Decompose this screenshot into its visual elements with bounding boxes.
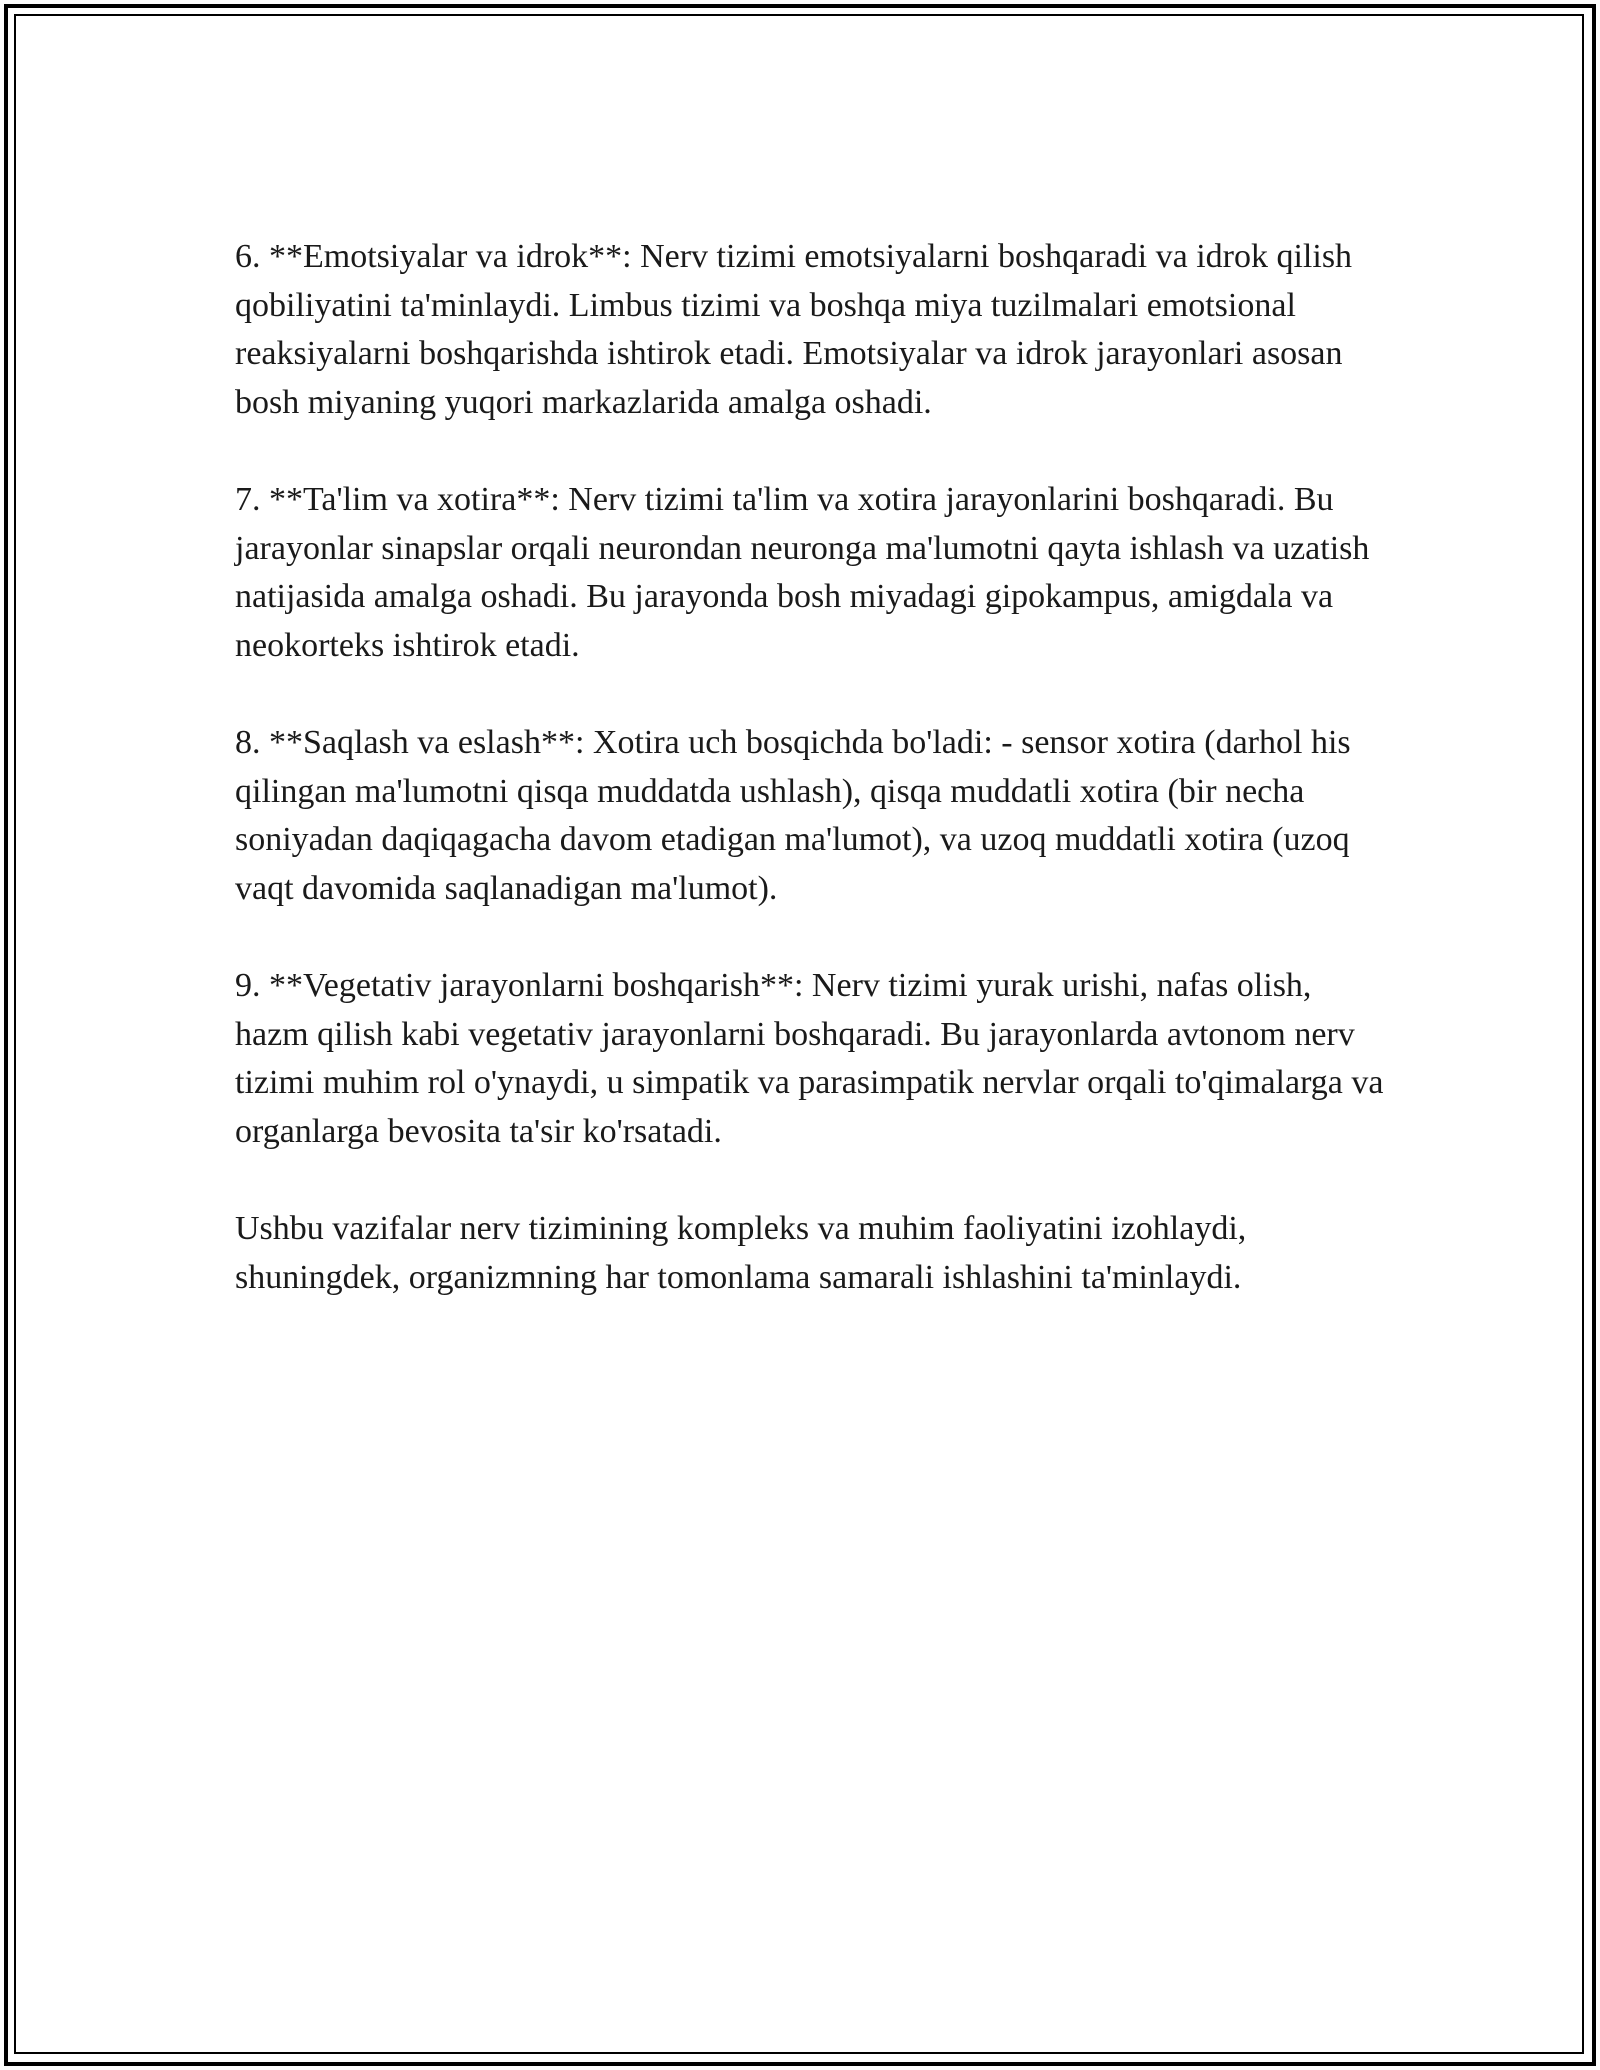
paragraph-vegetative-control: 9. **Vegetativ jarayonlarni boshqarish**: Nerv tizimi yurak urishi, nafas olish, hazm qilish kabi vegetativ jarayonlarni boshqaradi. Bu jarayonlarda avtonom nerv tizimi muhim rol o'ynaydi, u simpatik va parasimpatik nervlar orqali to'qimalarga va organlarga bevosita ta'sir ko'rsatadi. [235,967,1384,1150]
paragraph-learning-memory: 7. **Ta'lim va xotira**: Nerv tizimi ta'lim va xotira jarayonlarini boshqaradi. Bu jarayonlar sinapslar orqali neurondan neuronga ma'lumotni qayta ishlash va uzatish natijasida amalga oshadi. Bu jarayonda bosh miyadagi gipokampus, amigdala va neokorteks ishtirok etadi. [235,481,1370,664]
document-body [235,233,1385,1351]
paragraph-storage-recall: 8. **Saqlash va eslash**: Xotira uch bosqichda bo'ladi: - sensor xotira (darhol his qilingan ma'lumotni qisqa muddatda ushlash), qisqa muddatli xotira (bir necha soniyadan daqiqagacha davom etadigan ma'lumot), va uzoq muddatli xotira (uzoq vaqt davomida saqlanadigan ma'lumot). [235,724,1351,907]
paragraph-conclusion: Ushbu vazifalar nerv tizimining kompleks va muhim faoliyatini izohlaydi, shuningdek, organizmning har tomonlama samarali ishlashini ta'minlaydi. [235,1210,1247,1296]
paragraph-emotions-perception: 6. **Emotsiyalar va idrok**: Nerv tizimi emotsiyalarni boshqaradi va idrok qilish qobiliyatini ta'minlaydi. Limbus tizimi va boshqa miya tuzilmalari emotsional reaksiyalarni boshqarishda ishtirok etadi. Emotsiyalar va idrok jarayonlari asosan bosh miyaning yuqori markazlarida amalga oshadi. [235,238,1353,421]
